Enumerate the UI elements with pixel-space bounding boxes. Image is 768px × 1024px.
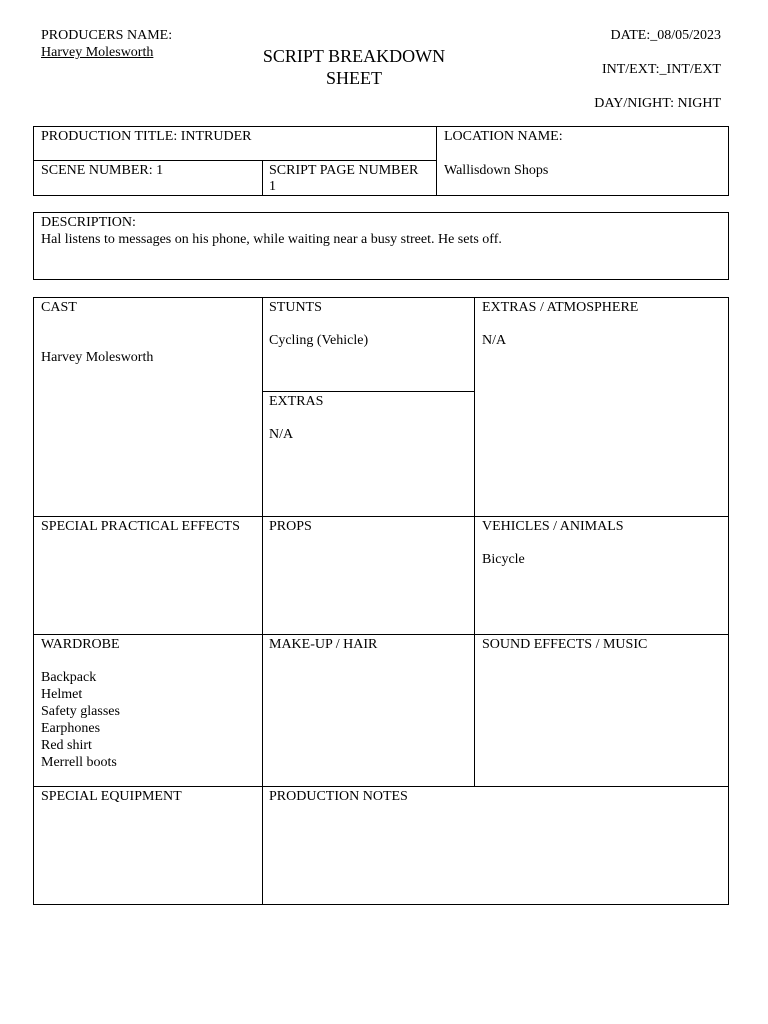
- page-title-line-1: SCRIPT BREAKDOWN: [262, 46, 446, 66]
- page-title-line-2: SHEET: [326, 68, 382, 88]
- wardrobe-label: WARDROBE: [41, 637, 120, 652]
- wardrobe-list: [41, 669, 120, 771]
- production-col-divider: [436, 126, 437, 196]
- extras-list: [269, 426, 293, 443]
- description-label: DESCRIPTION:: [41, 215, 136, 230]
- int-ext-field: INT/EXT:_INT/EXT: [601, 62, 721, 77]
- extras-item: N/A: [269, 427, 294, 442]
- page-title: [232, 45, 476, 89]
- extras-atmosphere-item: N/A: [482, 333, 507, 348]
- makeup-hair-label: MAKE-UP / HAIR: [269, 637, 378, 652]
- wardrobe-item: Backpack: [41, 670, 97, 685]
- extras-label: EXTRAS: [269, 394, 324, 409]
- script-page-number-label: SCRIPT PAGE NUMBER: [269, 163, 419, 178]
- grid-row-line-2: [33, 634, 729, 635]
- extras-atmosphere-label: EXTRAS / ATMOSPHERE: [482, 300, 639, 315]
- location-name-value: Wallisdown Shops: [444, 163, 549, 178]
- special-equipment-label: SPECIAL EQUIPMENT: [41, 789, 182, 804]
- production-row-divider: [33, 160, 437, 161]
- breakdown-grid: [33, 297, 729, 905]
- wardrobe-item: Red shirt: [41, 738, 92, 753]
- production-notes-label: PRODUCTION NOTES: [269, 789, 408, 804]
- stunts-list: [269, 332, 368, 349]
- wardrobe-item: Safety glasses: [41, 704, 120, 719]
- scene-number: SCENE NUMBER: 1: [41, 163, 164, 178]
- description-text: Hal listens to messages on his phone, while waiting near a busy street. He sets off.: [41, 232, 502, 247]
- stunts-item: Cycling (Vehicle): [269, 333, 369, 348]
- date-field: DATE:_08/05/2023: [610, 28, 721, 43]
- script-page-number-value: 1: [269, 179, 276, 194]
- vehicles-animals-item: Bicycle: [482, 552, 525, 567]
- grid-col-line-2: [474, 297, 475, 787]
- cast-list: [41, 349, 153, 366]
- scene-col-divider: [262, 160, 263, 196]
- extras-atmosphere-list: [482, 332, 506, 349]
- grid-row-line-3: [33, 786, 729, 787]
- location-name-label: LOCATION NAME:: [444, 129, 563, 144]
- vehicles-animals-list: [482, 551, 525, 568]
- grid-row-line-1: [33, 516, 729, 517]
- grid-col-line-1: [262, 297, 263, 905]
- wardrobe-item: Helmet: [41, 687, 83, 702]
- stunts-label: STUNTS: [269, 300, 322, 315]
- wardrobe-item: Earphones: [41, 721, 101, 736]
- producers-name-value: Harvey Molesworth: [41, 45, 154, 60]
- props-label: PROPS: [269, 519, 312, 534]
- day-night-field: DAY/NIGHT: NIGHT: [594, 96, 721, 111]
- wardrobe-item: Merrell boots: [41, 755, 117, 770]
- sound-effects-music-label: SOUND EFFECTS / MUSIC: [482, 637, 648, 652]
- producers-name-label: PRODUCERS NAME:: [41, 28, 173, 43]
- cast-label: CAST: [41, 300, 77, 315]
- cast-item: Harvey Molesworth: [41, 350, 154, 365]
- special-practical-effects-label: SPECIAL PRACTICAL EFFECTS: [41, 519, 240, 534]
- production-title: PRODUCTION TITLE: INTRUDER: [41, 129, 252, 144]
- stunts-extras-divider: [262, 391, 475, 392]
- vehicles-animals-label: VEHICLES / ANIMALS: [482, 519, 624, 534]
